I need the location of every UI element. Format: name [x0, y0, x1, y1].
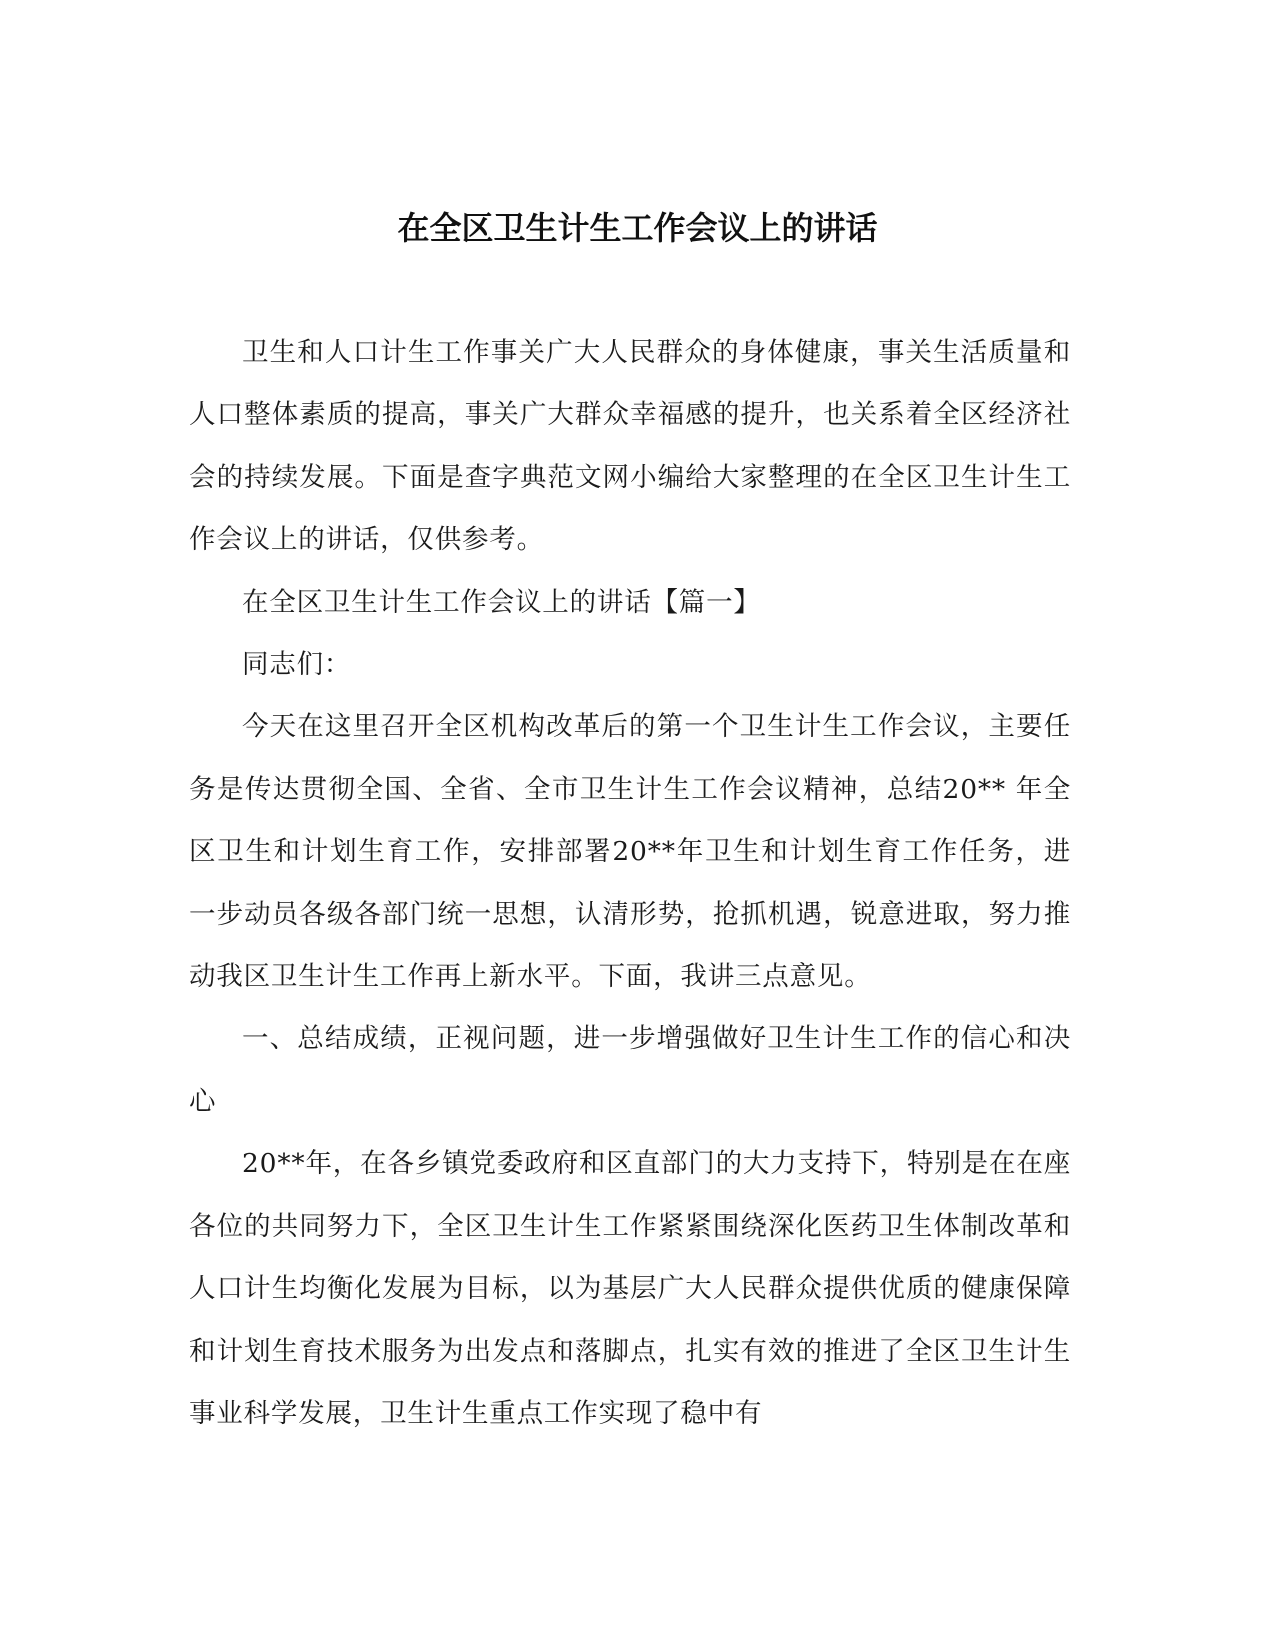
- document-body: [189, 322, 1071, 1445]
- paragraph-intro: 卫生和人口计生工作事关广大人民群众的身体健康，事关生活质量和人口整体素质的提高，事关广大群众幸福感的提升，也关系着全区经济社会的持续发展。下面是查字典范文网小编给大家整理的在全区卫生计生工作会议上的讲话，仅供参考。: [189, 337, 1071, 556]
- paragraph-point-one-heading: 一、总结成绩，正视问题，进一步增强做好卫生计生工作的信心和决心: [189, 1023, 1071, 1117]
- paragraph-section-heading: 在全区卫生计生工作会议上的讲话【篇一】: [242, 586, 761, 618]
- paragraph-opening: 今天在这里召开全区机构改革后的第一个卫生计生工作会议，主要任务是传达贯彻全国、全省、全市卫生计生工作会议精神，总结20** 年全区卫生和计划生育工作，安排部署20**年卫生和计划生育工作任务，进一步动员各级各部门统一思想，认清形势，抢抓机遇，锐意进取，努力推动我区卫生计生工作再上新水平。下面，我讲三点意见。: [189, 711, 1071, 993]
- document-title: 在全区卫生计生工作会议上的讲话: [397, 209, 878, 247]
- paragraph-salutation: 同志们：: [242, 649, 352, 681]
- paragraph-achievements: 20**年，在各乡镇党委政府和区直部门的大力支持下，特别是在在座各位的共同努力下，全区卫生计生工作紧紧围绕深化医药卫生体制改革和人口计生均衡化发展为目标，以为基层广大人民群众提供优质的健康保障和计划生育技术服务为出发点和落脚点，扎实有效的推进了全区卫生计生事业科学发展，卫生计生重点工作实现了稳中有: [189, 1148, 1071, 1429]
